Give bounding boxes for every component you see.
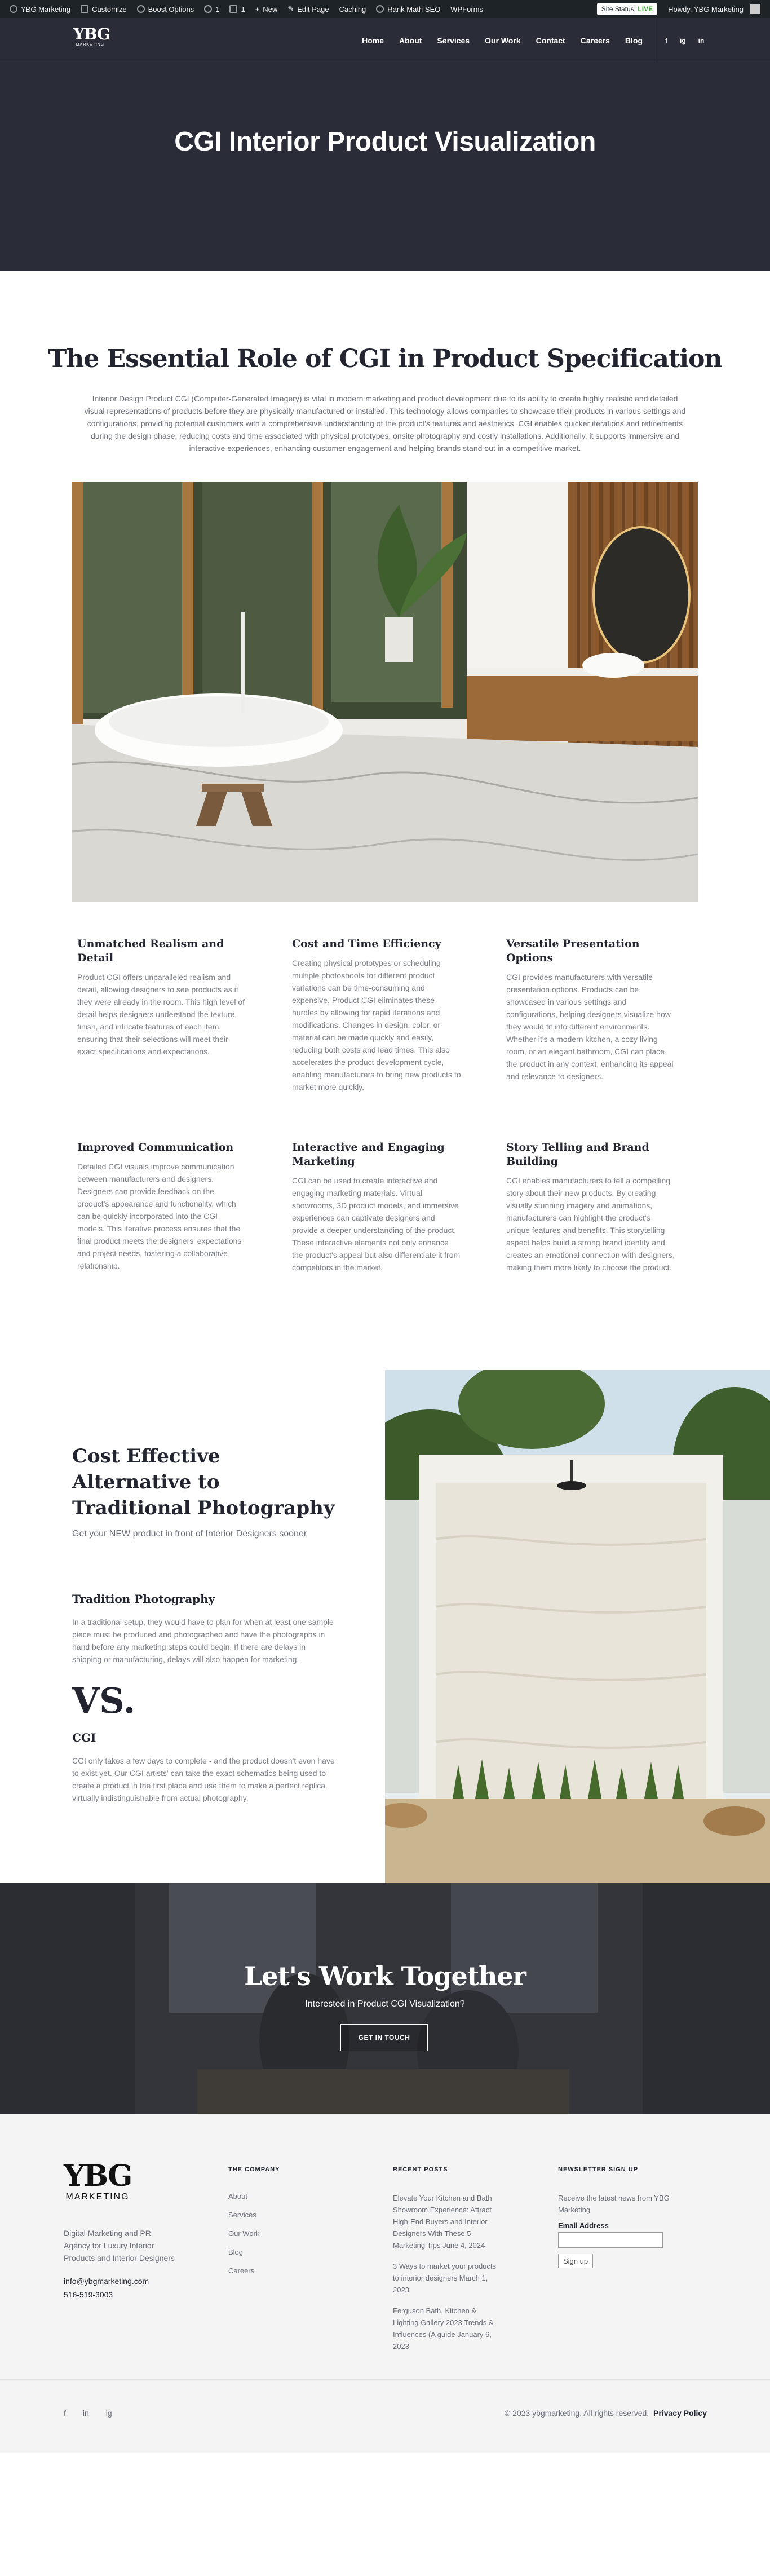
refresh-icon [204, 5, 212, 13]
vs-label: VS. [72, 1680, 136, 1721]
nav-home[interactable]: Home [362, 36, 384, 45]
signup-button[interactable]: Sign up [558, 2254, 593, 2268]
footer-newsletter [558, 2166, 671, 2268]
wp-admin-bar [0, 0, 770, 18]
feature-title: Cost and Time Efficiency [292, 938, 441, 950]
outdoor-shower-image [385, 1370, 770, 1883]
recent-post-link[interactable]: Ferguson Bath, Kitchen & Lighting Gallery 2023 Trends & Influences (A guide January 6, 2023 [393, 2307, 494, 2350]
admin-rank-math[interactable] [371, 0, 445, 18]
home-icon [10, 5, 17, 13]
footer-company [228, 2166, 280, 2285]
copyright-text: © 2023 ybgmarketing. All rights reserved. [504, 2409, 649, 2418]
recent-post-link[interactable]: 3 Ways to market your products to interior designers March 1, 2023 [393, 2262, 497, 2294]
feature-title: Story Telling and Brand Building [506, 1141, 649, 1168]
cost-content [72, 1443, 337, 1804]
cost-lead: Get your NEW product in front of Interior Designers sooner [72, 1529, 307, 1539]
site-logo[interactable] [73, 25, 110, 47]
admin-site-link[interactable] [5, 0, 76, 18]
footer-link-blog[interactable]: Blog [228, 2248, 244, 2256]
comment-icon [229, 5, 237, 13]
cta-section [0, 1883, 770, 2114]
footer-recent-posts [393, 2166, 500, 2361]
admin-item-label: Customize [92, 5, 127, 14]
copyright [505, 2409, 707, 2418]
feature-title: Interactive and Engaging Marketing [292, 1141, 445, 1168]
footer-link-our-work[interactable]: Our Work [228, 2229, 260, 2238]
footer-link-about[interactable]: About [228, 2192, 247, 2201]
admin-wpforms[interactable] [445, 0, 488, 18]
footer [0, 2114, 770, 2453]
admin-customize[interactable] [76, 0, 131, 18]
feature-communication [77, 1141, 246, 1272]
traditional-text: In a traditional setup, they would have to plan for when at least one sample piece must be produced and photographed and have the photographs in hand before any marketing steps could begin. If there are delays in shipping or manufacturing, delays will also happen for marketing. [72, 1618, 334, 1664]
footer-email-link[interactable]: info@ybgmarketing.com [64, 2277, 149, 2286]
recent-post-link[interactable]: Elevate Your Kitchen and Bath Showroom Experience: Attract High-End Buyers and Interior Designers With These 5 Marketing Tips June 4, 2024 [393, 2194, 492, 2250]
instagram-icon[interactable]: ig [105, 2409, 112, 2418]
pencil-icon: ✎ [287, 5, 294, 13]
admin-comments[interactable] [224, 0, 250, 18]
avatar [750, 4, 760, 14]
footer-link-careers[interactable]: Careers [228, 2266, 255, 2275]
nav-about[interactable]: About [399, 36, 422, 45]
feature-text: Product CGI offers unparalleled realism and detail, allowing designers to see products as if they were already in the room. This high level of detail helps designers understand the texture, finish, and intricate features of each item, ensuring that their selections will meet their exact specifications and expectations. [77, 973, 245, 1056]
header-social [665, 18, 704, 63]
main-nav [0, 18, 770, 63]
admin-caching[interactable] [334, 0, 371, 18]
traditional-title: Tradition Photography [72, 1592, 215, 1606]
cta-background [0, 1883, 770, 2114]
newsletter-heading: NEWSLETTER SIGN UP [558, 2166, 639, 2173]
footer-logo-sub: MARKETING [65, 2192, 130, 2202]
admin-updates[interactable] [199, 0, 224, 18]
feature-storytelling [506, 1141, 675, 1274]
get-in-touch-button[interactable]: GET IN TOUCH [340, 2024, 428, 2051]
intro-text: Interior Design Product CGI (Computer-Generated Imagery) is vital in modern marketing and product development due to its ability to create highly realistic and detailed visual representations of products before they are physically manufactured or installed. This technology allows companies to showcase their products in various settings and configurations, providing potential customers with a comprehensive understanding of the product's features and aesthetics. CGI enables quicker iterations and refinements during the design phase, reducing costs and time associated with physical prototypes, onsite photography and costly installations. Additionally, it supports immersive and interactive experiences, enhancing customer engagement and helping brands stand out in a competitive market. [84, 394, 686, 453]
admin-account[interactable] [663, 0, 765, 18]
email-label: Email Address [558, 2221, 609, 2230]
admin-item-label: New [263, 5, 278, 14]
linkedin-icon[interactable]: in [82, 2409, 89, 2418]
admin-new[interactable] [250, 0, 283, 18]
chart-icon [376, 5, 384, 13]
site-status-badge[interactable] [597, 3, 657, 15]
logo-sub: MARKETING [76, 43, 105, 47]
status-label: Site Status: [601, 5, 636, 13]
feature-title: Improved Communication [77, 1141, 234, 1154]
bathroom-illustration [72, 482, 698, 902]
instagram-icon[interactable]: ig [680, 37, 686, 45]
admin-item-label: WPForms [450, 5, 484, 14]
feature-cost-time [292, 937, 461, 1093]
status-value: LIVE [638, 5, 653, 13]
hero-section [0, 18, 770, 271]
footer-link-services[interactable]: Services [228, 2211, 256, 2219]
nav-contact[interactable]: Contact [536, 36, 565, 45]
footer-logo[interactable] [64, 2160, 131, 2202]
privacy-policy-link[interactable]: Privacy Policy [653, 2409, 707, 2418]
menu [362, 18, 643, 63]
feature-title: Versatile Presentation Options [506, 938, 640, 964]
outdoor-shower-illustration [385, 1370, 770, 1883]
admin-item-label: Caching [339, 5, 366, 14]
cgi-text: CGI only takes a few days to complete - and the product doesn't even have to exist yet. Our CGI artists' can take the exact schematics being used to create a product in the first place and use them to make a perfect replica virtually indistinguishable from actual photography. [72, 1756, 335, 1802]
newsletter-text: Receive the latest news from YBG Marketing [558, 2194, 670, 2214]
feature-text: CGI provides manufacturers with versatile presentation options. Products can be showcased in various settings and configurations, helping designers visualize how they would fit into different environments. Whether it's a modern kitchen, a cozy living room, or an elegant bathroom, CGI can place the product in any context, enhancing its appeal and relevance to designers. [506, 973, 674, 1081]
cost-title: Cost Effective Alternative to Traditional Photography [72, 1445, 335, 1519]
posts-heading: RECENT POSTS [393, 2166, 448, 2173]
cost-section [0, 1370, 770, 1883]
bathroom-render-image [72, 482, 698, 902]
feature-text: CGI can be used to create interactive and engaging marketing materials. Virtual showrooms, 3D product models, and immersive experiences can captivate designers and provide a deeper understanding of the product. These interactive elements not only enhance the product's appeal but also differentiate it from competitors in the market. [292, 1176, 461, 1272]
feature-realism [77, 937, 246, 1058]
admin-item-label: 1 [241, 5, 245, 14]
logo-mark: YBG [73, 25, 110, 43]
admin-item-label: Edit Page [297, 5, 329, 14]
admin-item-label: Rank Math SEO [387, 5, 441, 14]
plus-icon: + [255, 5, 260, 14]
admin-item-label: 1 [215, 5, 220, 14]
feature-interactive [292, 1141, 461, 1274]
admin-edit-page[interactable] [282, 0, 334, 18]
facebook-icon[interactable]: f [64, 2409, 66, 2418]
nav-careers[interactable]: Careers [580, 36, 610, 45]
nav-services[interactable]: Services [437, 36, 470, 45]
cta-subtitle: Interested in Product CGI Visualization? [305, 1999, 465, 2009]
footer-logo-mark: YBG [64, 2159, 132, 2193]
feature-presentation [506, 937, 675, 1082]
page-title: CGI Interior Product Visualization [174, 127, 596, 157]
cgi-title: CGI [72, 1731, 96, 1744]
linkedin-icon[interactable]: in [698, 37, 705, 45]
intro-title: The Essential Role of CGI in Product Specification [48, 344, 722, 373]
facebook-icon[interactable]: f [665, 37, 667, 45]
cta-title: Let's Work Together [244, 1961, 526, 1991]
company-heading: THE COMPANY [228, 2166, 280, 2173]
feature-title: Unmatched Realism and Detail [77, 938, 224, 964]
nav-blog[interactable]: Blog [625, 36, 643, 45]
brush-icon [81, 5, 88, 13]
footer-phone[interactable]: 516-519-3003 [64, 2290, 113, 2299]
footer-description: Digital Marketing and PR Agency for Luxury Interior Products and Interior Designers [64, 2229, 175, 2263]
admin-item-label: YBG Marketing [21, 5, 71, 14]
howdy-label: Howdy, YBG Marketing [668, 5, 744, 14]
footer-social [64, 2409, 112, 2418]
footer-divider [0, 2379, 770, 2380]
newsletter-email-input[interactable] [558, 2232, 663, 2248]
feature-text: Detailed CGI visuals improve communication between manufacturers and designers. Designers can provide feedback on the product's appearance and functionality, which can be quickly incorporated into the CGI models. This iterative process ensures that the final product meets the designers' expectations and project needs, fostering a collaborative relationship. [77, 1162, 242, 1270]
feature-text: CGI enables manufacturers to tell a compelling story about their new products. By creating visually stunning imagery and animations, manufacturers can highlight the product's unique features and benefits. This storytelling aspect helps build a strong brand identity and creates an emotional connection with designers, making them more likely to choose the product. [506, 1176, 675, 1272]
rocket-icon [137, 5, 145, 13]
nav-our-work[interactable]: Our Work [485, 36, 521, 45]
admin-item-label: Boost Options [148, 5, 194, 14]
admin-boost[interactable] [132, 0, 200, 18]
feature-text: Creating physical prototypes or scheduling multiple photoshoots for different product variations can be time-consuming and expensive. Product CGI eliminates these hurdles by allowing for rapid iterations and modifications. Changes in design, color, or material can be made quickly and easily, reducing both costs and lead times. This also accelerates the product development cycle, enabling manufacturers to bring new products to market more quickly. [292, 958, 461, 1092]
